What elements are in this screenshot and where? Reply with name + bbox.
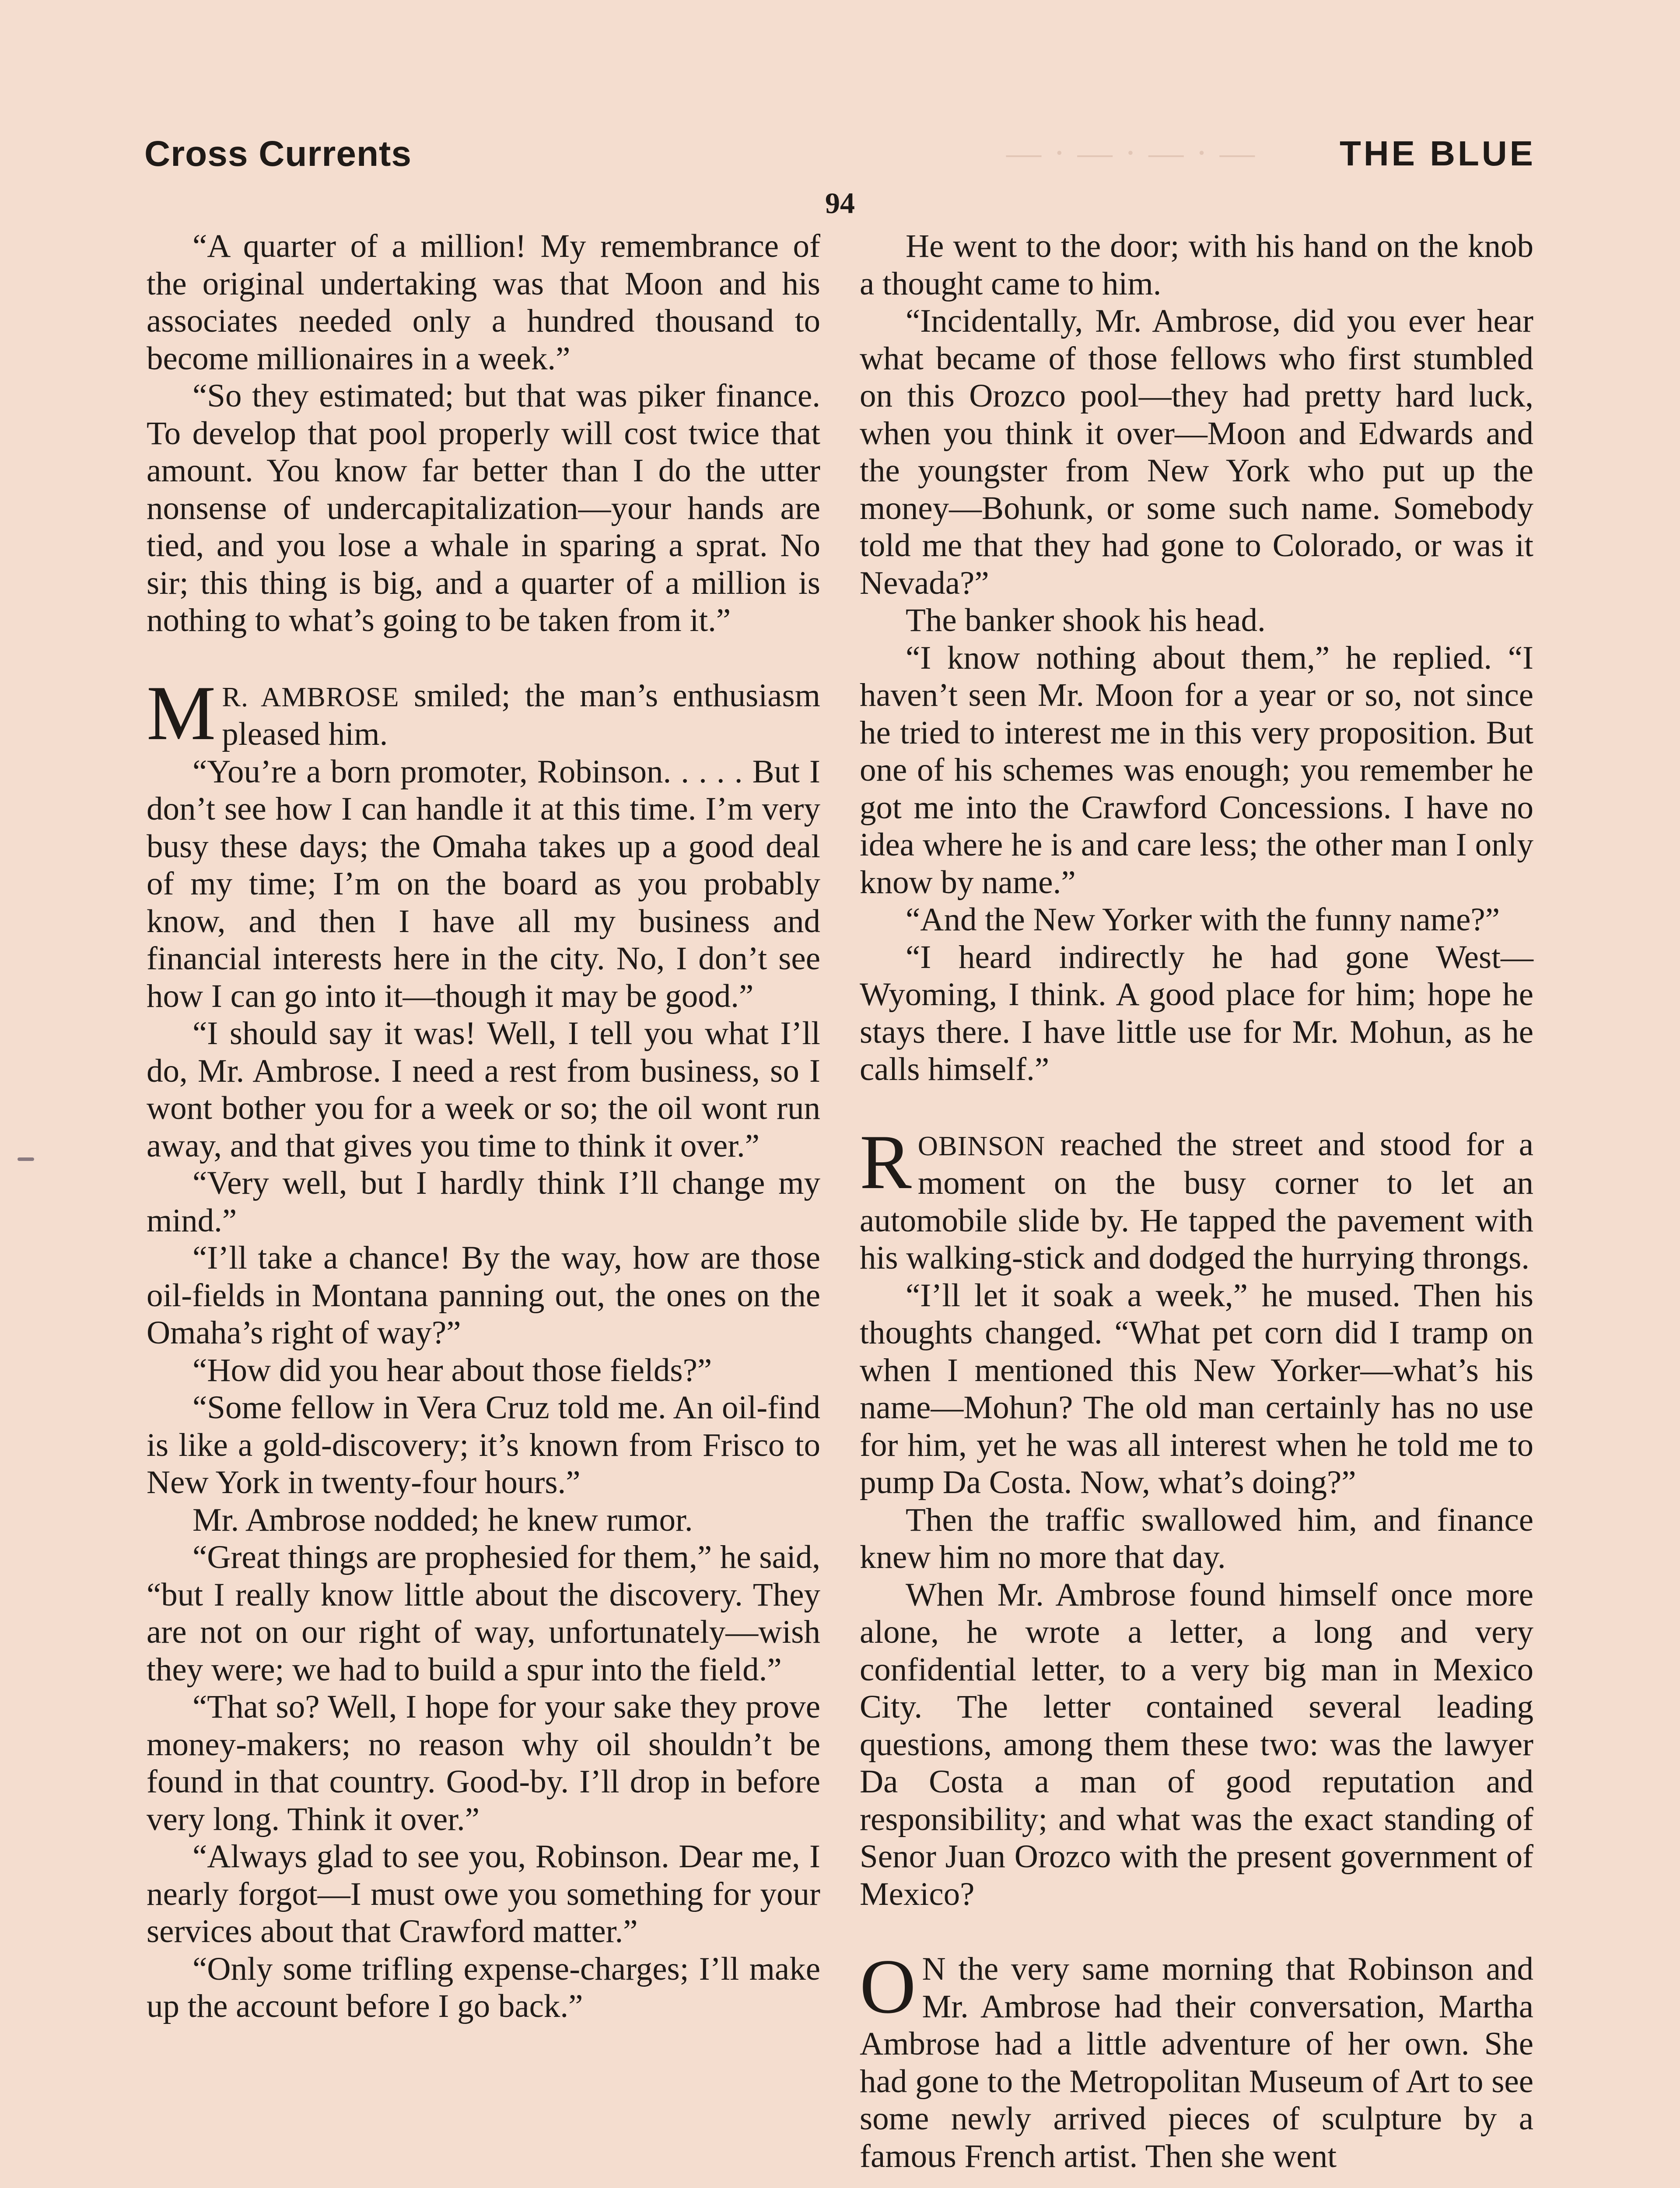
paragraph: “Some fellow in Vera Cruz told me. An oil-find is like a gold-discovery; it’s known from Frisco to New York in twenty-four hours.” [147,1389,820,1501]
paragraph: When Mr. Ambrose found himself once more alone, he wrote a letter, a long and very confidential letter, to a very big man in Mexico City. The letter contained several leading questions, among them these two: was the lawyer Da Costa a man of good reputation and responsibility; and what was the exact standing of Senor Juan Orozco with the present government of Mexico? [860,1576,1533,1912]
story-title: Cross Currents [144,134,412,174]
paragraph: “That so? Well, I hope for your sake they prove money-makers; no reason why oil shouldn’t be found in that country. Good-by. I’ll drop in before very long. Think it over.” [147,1689,820,1837]
section-paragraph [147,669,820,756]
paragraph: “Only some trifling expense-charges; I’ll make up the account before I go back.” [147,1950,820,2024]
page-number: 94 [825,186,855,220]
drop-cap: O [860,1943,916,2030]
paragraph: “I know nothing about them,” he replied. “I haven’t seen Mr. Moon for a year or so, not since he tried to interest me in this very proposition. But one of his schemes was enough; you remember he got me into the Crawford Concessions. I have no idea where he is and care less; the other man I only know by name.” [860,639,1533,901]
paragraph: “I should say it was! Well, I tell you what I’ll do, Mr. Ambrose. I need a rest from business, so I wont bother you for a week or so; the oil wont run away, and that gives you time to think it over.” [147,1015,820,1164]
paragraph-text: N the very same morning that Robinson and Mr. Ambrose had their conversation, Martha Ambrose had a little adventure of her own. She had gone to the Metropolitan Museum of Art to see some newly arrived pieces of sculpture by a famous French artist. Then she went [860,1951,1533,2174]
paragraph: “How did you hear about those fields?” [192,1352,712,1389]
paragraph: “And the New Yorker with the funny name?” [906,901,1500,938]
paragraph: “Great things are prophesied for them,” he said, “but I really know little about the discovery. They are not on our right of way, unfortunately—wish they were; we had to build a spur into the field.” [147,1539,820,1688]
paragraph-text: reached the street and stood for a moment on the busy corner to let an automobile slide by. He tapped the pavement with his walking-stick and dodged the hurrying throngs. [860,1126,1533,1276]
paragraph: The banker shook his head. [906,602,1266,638]
paragraph: “You’re a born promoter, Robinson. . . . . But I don’t see how I can handle it at this time. I’m very busy these days; the Omaha takes up a good deal of my time; I’m on the board as you probably know, and then I have all my business and financial interests here in the city. No, I don’t see how I can go into it—though it may be good.” [147,753,820,1014]
running-header [144,133,1536,182]
paragraph: “I’ll take a chance! By the way, how are those oil-fields in Montana panning out, the ones on the Omaha’s right of way?” [147,1240,820,1351]
paragraph: “A quarter of a million! My remembrance of the original undertaking was that Moon and his associates needed only a hundred thousand to become millionaires in a week.” [147,228,820,377]
section-paragraph [860,1943,1533,2175]
paragraph: Mr. Ambrose nodded; he knew rumor. [192,1501,693,1538]
paragraph: “Very well, but I hardly think I’ll change my mind.” [147,1165,820,1239]
small-caps-lead: OBINSON [917,1130,1046,1161]
left-column [147,228,820,2025]
paragraph: “I heard indirectly he had gone West—Wyoming, I think. A good place for him; hope he stays there. I have little use for Mr. Mohun, as he calls himself.” [860,939,1533,1087]
paragraph-text: smiled; the man’s enthusiasm pleased him. [222,677,820,752]
paragraph: “I’ll let it soak a week,” he mused. Then his thoughts changed. “What pet corn did I tramp on when I mentioned this New Yorker—what’s his name—Mohun? The old man certainly has no use for him, yet he was all interest when he told me to pump Da Costa. Now, what’s doing?” [860,1277,1533,1501]
margin-mark [18,1157,34,1161]
bleed-through-text: — · — · — · — [1006,134,1256,172]
paragraph: He went to the door; with his hand on the knob a thought came to him. [860,228,1533,302]
paragraph: Then the traffic swallowed him, and finance knew him no more that day. [860,1501,1533,1575]
paragraph: “Incidentally, Mr. Ambrose, did you ever hear what became of those fellows who first stumbled on this Orozco pool—they had pretty hard luck, when you think it over—Moon and Edwards and the youngster from New York who put up the money—Bohunk, or some such name. Somebody told me that they had gone to Colorado, or was it Nevada?” [860,303,1533,601]
paragraph: “So they estimated; but that was piker finance. To develop that pool properly will cost twice that amount. You know far better than I do the utter nonsense of undercapitalization—your hands are tied, and you lose a whale in sparing a sprat. No sir; this thing is big, and a quarter of a million is nothing to what’s going to be taken from it.” [147,378,820,638]
paragraph: “Always glad to see you, Robinson. Dear me, I nearly forgot—I must owe you something for your services about that Crawford matter.” [147,1838,820,1950]
drop-cap: M [147,669,216,756]
section-paragraph [860,1118,1533,1277]
magazine-title: THE BLUE [1340,134,1536,173]
right-column [860,228,1533,2175]
small-caps-lead: R. AMBROSE [222,681,399,712]
drop-cap: R [860,1118,912,1205]
